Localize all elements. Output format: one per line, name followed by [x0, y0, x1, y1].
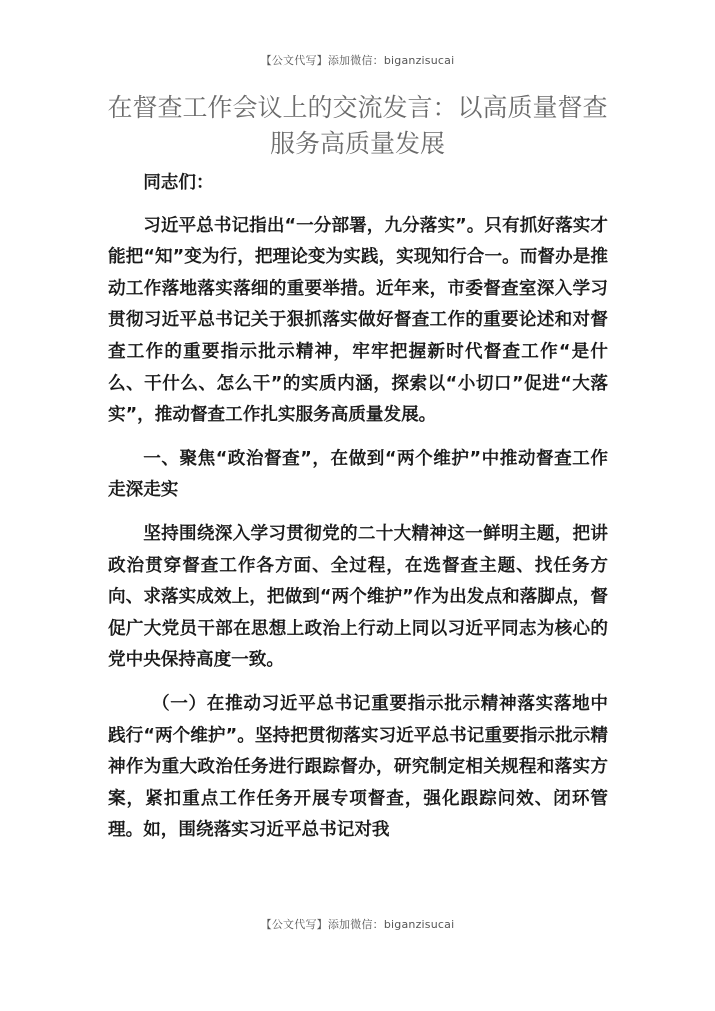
header-watermark-note: 【公文代写】添加微信：biganzisucai — [260, 54, 455, 67]
greeting: 同志们： — [143, 173, 214, 193]
paragraph-section-1: 坚持围绕深入学习贯彻党的二十大精神这一鲜明主题，把讲政治贯穿督查工作各方面、全过程，在选督查主题、找任务方向、求落实成效上，把做到“两个维护”作为出发点和落脚点，督促广大党员干部在思想上政治上行动上同以习近平同志为核心的党中央保持高度一致。 — [108, 523, 608, 671]
section-heading-1: 一、聚焦“政治督查”，在做到“两个维护”中推动督查工作走深走实 — [108, 448, 608, 501]
document-body — [108, 168, 608, 859]
paragraph-intro: 习近平总书记指出“一分部署，九分落实”。只有抓好落实才能把“知”变为行，把理论变为实践，实现知行合一。而督办是推动工作落地落实落细的重要举措。近年来，市委督查室深入学习贯彻习近平总书记关于狠抓落实做好督查工作的重要论述和对督查工作的重要指示批示精神，牢牢把握新时代督查工作“是什么、干什么、怎么干”的实质内涵，探索以“小切口”促进“大落实”，推动督查工作扎实服务高质量发展。 — [108, 215, 608, 426]
footer-watermark-note: 【公文代写】添加微信：biganzisucai — [260, 918, 455, 931]
subsection-1: （一）在推动习近平总书记重要指示批示精神落实落地中践行“两个维护”。坚持把贯彻落实习近平总书记重要指示批示精神作为重大政治任务进行跟踪督办，研究制定相关规程和落实方案，紧扣重点工作任务开展专项督查，强化跟踪问效、闭环管理。如，围绕落实习近平总书记对我 — [108, 693, 608, 841]
document-title: 在督查工作会议上的交流发言：以高质量督查服务高质量发展 — [107, 93, 608, 158]
